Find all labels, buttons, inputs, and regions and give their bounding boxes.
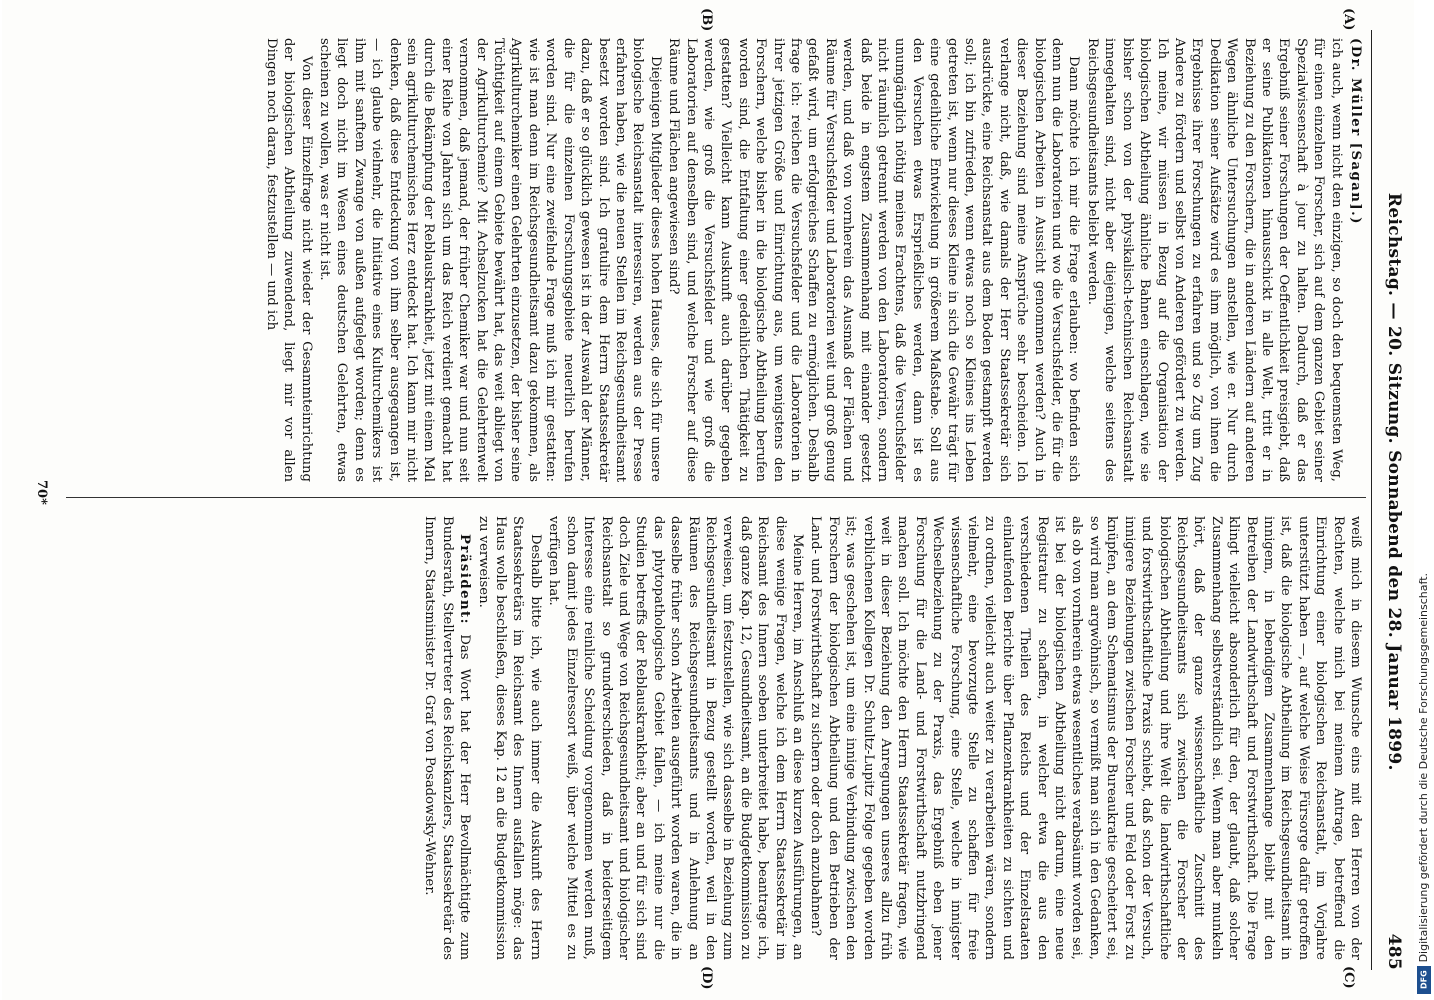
president-text: Das Wort hat der Herr Bevollmächtigte zum Bundesrath, Stellvertreter des Reichskanzlers, Staatssekretär des Innern, Staatsminister Dr. Graf von Posadowsky-Wehner. <box>422 516 473 961</box>
president-paragraph <box>421 516 473 960</box>
right-column <box>420 516 1364 960</box>
paragraph: ich auch, wenn nicht den einzigen, so doch den bequemsten Weg, für einen einzelnen Forscher, sich auf dem ganzen Gebiet seiner Spezialwissenschaft à jour zu halten. Dadurch, daß er das Ergebniß seiner Forschungen der Oeffentlichkeit preisgiebt, daß er seine Publikationen hinausschickt in alle Welt, tritt er in Beziehung zu den Forschern, die in anderen Ländern auf anderen Wegen ähnliche Untersuchungen anstellen, wie er. Nur durch Dedikation seiner Aufsätze wird es ihm möglich, von ihnen die Ergebnisse ihrer Forschungen zu erfahren und so Zug um Zug Andere zu fördern und selbst von Anderen gefördert zu werden. Ich meine, wir müssen in Bezug auf die Organisation der biologischen Abtheilung ähnliche Bahnen einschlagen, wie sie bisher schon von der physikalisch-technischen Reichsanstalt innegehalten sind, nicht aber diejenigen, welche seitens des Reichsgesundheitsamts beliebt werden. <box>1084 38 1344 482</box>
dfg-logo: DFG <box>1417 966 1431 994</box>
digitization-credit <box>1414 0 1434 1000</box>
paragraph: Von dieser Einzelfrage nicht wieder der Gesammteinrichtung der biologischen Abtheilung zuwendend, liegt mir vor allen Dingen noch daran, festzustellen — und ich <box>263 38 314 482</box>
speaker-tag <box>1347 38 1364 482</box>
column-divider <box>66 497 1366 498</box>
margin-mark-d: (D) <box>699 966 714 990</box>
speaker-name: (Dr. Müller [Sagan].) <box>1348 38 1363 225</box>
rotated-document-page <box>2 0 1414 1000</box>
margin-mark-a: (A) <box>1341 8 1356 31</box>
sheet-number: 70* <box>34 480 49 505</box>
paragraph: Meine Herren, im Anschluß an diese kurzen Ausführungen, an diese wenige Fragen, welche ich dem Herrn Staatssekretär im Reichsamt des Innern soeben unterbreitet habe, beantrage ich, daß ganze Kap. 12, Gesundheitsamt, an die Budgetkommission zu verweisen, um festzustellen, wie sich dasselbe in Beziehung zum Reichsgesundheitsamt in Bezug gestellt worden, weil in den Räumen des Reichsgesundheitsamts und in Anlehnung an dasselbe früher schon Arbeiten ausgeführt worden waren, die in das phytopathologische Gebiet fallen, — ich meine nur die Studien betreffs der Reblauskrankheit; aber an und für sich sind doch Ziele und Wege von Reichsgesundheitsamt und biologischer Reichsanstalt so grundverschieden, daß in beiderseitigem Interesse eine reinliche Scheidung vorgenommen werden muß, schon damit jedes Einzelressort weiß, über welche Mittel es zu verfügen hat. <box>546 516 805 960</box>
header-rule <box>1371 30 1372 970</box>
paragraph: weiß mich in diesem Wunsche eins mit den Herren von der Rechten, welche mich bei meinem Antrage, betreffend die Einrichtung einer biologischen Reichsanstalt, im Vorjahre unterstützt haben —, auf welche Weise Fürsorge dafür getroffen ist, daß die biologische Abtheilung im Reichsgesundheitsamt in innigem, in lebendigem Zusammenhange bleibt mit den Betreiben der Landwirthschaft und Forstwirthschaft. Die Frage klingt vielleicht absonderlich für den, der glaubt, daß solcher Zusammenhang selbstverständlich sei. Wenn man aber munkeln hört, daß der ganze wissenschaftliche Zuschnitt des Reichsgesundheitsamts sich zwischen die Forscher der biologischen Abtheilung und ihre Welt die landwirthschaftliche und forstwirthschaftliche Praxis schiebt, daß schon der Versuch, innigere Beziehungen zwischen Forscher und Feld oder Forst zu knüpfen, an dem Schematismus der Bureaukratie gescheitert sei, so wird man argwöhnisch, so vermißt man sich in den Gedanken, als ob von vornherein etwas wesentliches verabsäumt worden sei, ist bei der biologischen Abtheilung nicht darum, eine neue Registratur zu schaffen, in welcher etwa die aus den verschiedenen Theilen des Reichs und der Einzelstaaten einlaufenden Berichte über Pflanzenkrankheiten zu sichten und zu ordnen, vielleicht auch weiter zu verarbeiten wären, sondern vielmehr, eine bevorzugte Stelle zu schaffen für freie wissenschaftliche Forschung, eine Stelle, welche in innigster Wechselbeziehung zu der Praxis, das Ergebniß eben jener Forschung für die Land- und Forstwirthschaft nutzbringend machen soll. Ich möchte den Herrn Staatssekretär fragen, wie weit in dieser Beziehung den Anregungen unseres allzu früh verblichenen Kollegen Dr. Schultz-Lupitz Folge gegeben worden ist; was geschehen ist, um eine innige Verbindung zwischen den Forschern der biologischen Abtheilung und den Betrieben der Land- und Forstwirthschaft zu sichern oder doch anzubahnen? <box>808 516 1363 960</box>
page-number: 485 <box>1384 933 1404 970</box>
page-header <box>1374 30 1404 970</box>
margin-mark-b: (B) <box>699 8 714 32</box>
page-title: Reichstag. — 20. Sitzung. Sonnabend den 28. Januar 1899. <box>1384 192 1404 771</box>
left-column <box>261 38 1364 482</box>
paragraph: Diejenigen Mitglieder dieses hohen Hauses, die sich für unsere biologische Reichsanstalt interessiren, werden aus der Presse erfahren haben, wie die neuen Stellen im Reichsgesundheitsamt besetzt worden sind. Ich gratulire dem Herrn Staatssekretär dazu, daß er so glücklich gewesen ist in der Auswahl der Männer, die für die einzelnen Forschungsgebiete neuerlich berufen worden sind. Nur eine zweifelnde Frage muß ich mir gestatten: wie ist man denn im Reichsgesundheitsamt dazu gekommen, als Agrikulturchemiker einen Gelehrten einzusetzen, der bisher seine Tüchtigkeit auf einem Gebiete bewährt hat, das weit abliegt von der Agrikulturchemie? Mit Achselzucken hat die Gelehrtenwelt vernommen, daß jemand, der früher Chemiker war und nun seit einer Reihe von Jahren sich um das Reich verdient gemacht hat durch die Bekämpfung der Reblauskrankheit, jetzt mit einem Mal sein agrikulturchemisches Herz entdeckt hat. Ich kann mir nicht denken, daß diese Entdeckung von ihm selber ausgegangen ist, — ich glaube vielmehr, die Initiative eines Kulturchemikers ist ihm mit sanftem Zwange von außen aufgelegt worden; denn es liegt doch nicht im Wesen eines deutschen Gelehrten, etwas scheinen zu wollen, was er nicht ist. <box>317 38 663 482</box>
president-label: Präsident: <box>457 534 473 626</box>
margin-mark-c: (C) <box>1341 966 1356 989</box>
credit-text: Digitalisierung gefördert durch die Deutsche Forschungsgemeinschaft. <box>1417 572 1430 962</box>
paragraph: Dann möchte ich mir die Frage erlauben: wo befinden sich denn nun die Laboratorien und wo die Versuchsfelder, die für die biologischen Arbeiten in Aussicht genommen werden? Auch in dieser Beziehung sind meine Ansprüche sehr bescheiden. Ich verlange nicht, daß, wie damals der Herr Staatssekretär sich ausdrückte, eine Reichsanstalt aus dem Boden gestampft werden soll; ich bin zufrieden, wenn etwas noch so Kleines ins Leben getreten ist, wenn nur dieses Kleine in sich die Gewähr trägt für eine gedeihliche Entwickelung in größerem Maßstabe. Soll aus den Versuchen etwas Ersprießliches werden, dann ist es unumgänglich nöthig meines Erachtens, daß die Versuchsfelder nicht räumlich getrennt werden von den Laboratorien, sondern daß beide in engstem Zusammenhang mit einander gesetzt werden, und daß von vornherein das Ausmaß der Flächen und Räume für Versuchsfelder und Laboratorien weit und groß genug gefaßt wird, um erfolgreiches Schaffen zu ermöglichen. Deshalb frage ich: reichen die Versuchsfelder und die Laboratorien in ihrer jetzigen Größe und Einrichtung aus, um wenigstens den Forschern, welche bisher in die biologische Abtheilung berufen worden sind, die Entfaltung einer gedeihlichen Thätigkeit zu gestatten? Vielleicht kann Auskunft auch darüber gegeben werden, wie groß die Versuchsfelder und wie groß die Laboratorien auf denselben sind, und welche Forscher auf diese Räume und Flächen angewiesen sind? <box>666 38 1082 482</box>
paragraph: Deshalb bitte ich, wie auch immer die Auskunft des Herrn Staatssekretärs im Reichsamt des Innern ausfallen möge: das Haus wolle beschließen, dieses Kap. 12 an die Budgetkommission zu verweisen. <box>475 516 543 960</box>
